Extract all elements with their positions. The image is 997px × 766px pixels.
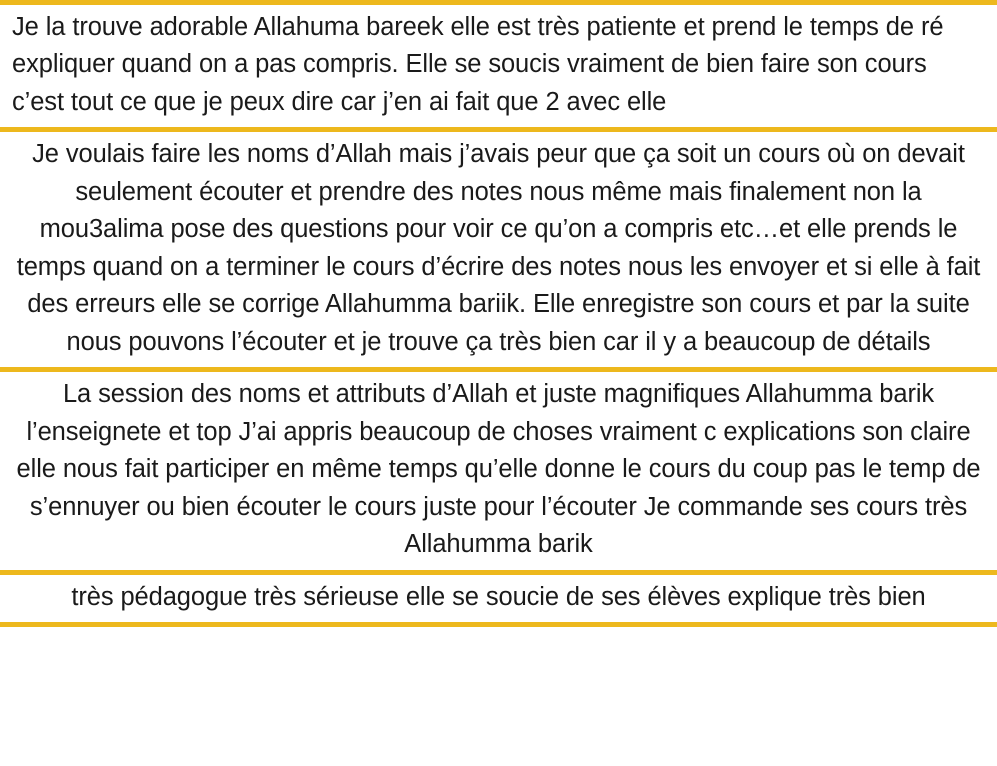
testimonial-text: La session des noms et attributs d’Allah et juste magnifiques Allahumma barik l’enseignete et top J’ai appris beaucoup de choses vraiment c explications son claire elle nous fait participer en même temps qu’elle donne le cours du coup pas le temp de s’ennuyer ou bien écouter le cours juste pour l’écouter Je commande ses cours très Allahumma barik <box>16 380 981 559</box>
testimonial-card-2 <box>0 127 997 367</box>
testimonial-text: Je la trouve adorable Allahuma bareek elle est très patiente et prend le temps de ré expliquer quand on a pas compris. Elle se soucis vraiment de bien faire son cours c’est tout ce que je peux dire car j’en ai fait que 2 avec elle <box>12 13 944 116</box>
testimonial-card-1 <box>0 0 997 127</box>
testimonial-text: Je voulais faire les noms d’Allah mais j’avais peur que ça soit un cours où on devait seulement écouter et prendre des notes nous même mais finalement non la mou3alima pose des questions pour voir ce qu’on a compris etc…et elle prends le temps quand on a terminer le cours d’écrire des notes nous les envoyer et si elle à fait des erreurs elle se corrige Allahumma bariik. Elle enregistre son cours et par la suite nous pouvons l’écouter et je trouve ça très bien car il y a beaucoup de détails <box>16 140 981 356</box>
testimonial-text: très pédagogue très sérieuse elle se soucie de ses élèves explique très bien <box>71 582 926 611</box>
testimonial-card-4 <box>0 570 997 627</box>
testimonial-card-3 <box>0 367 997 569</box>
